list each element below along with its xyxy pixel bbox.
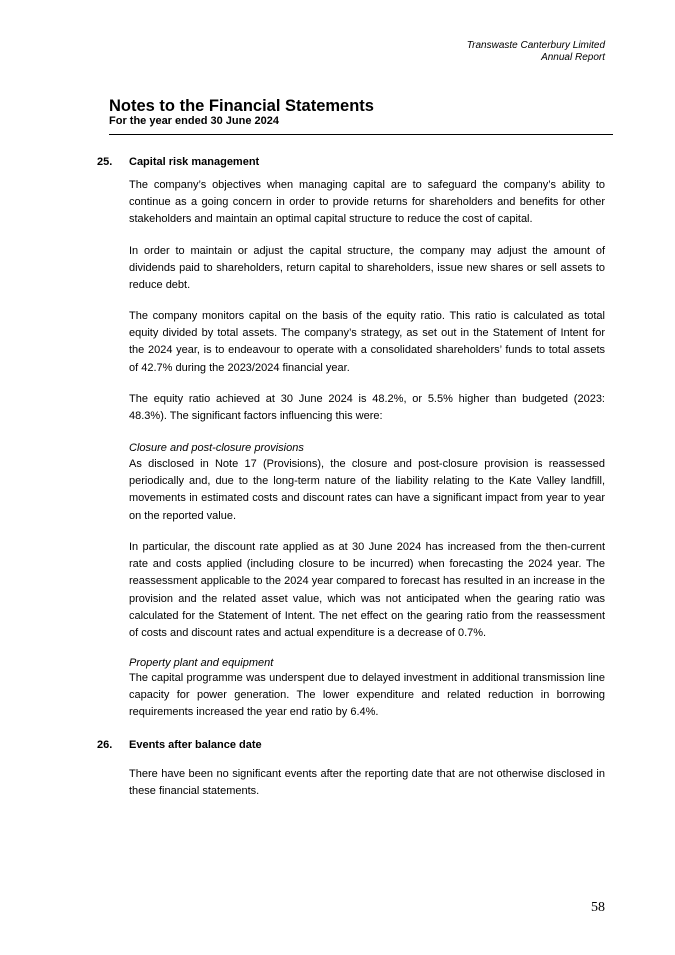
paragraph: The company monitors capital on the basis of the equity ratio. This ratio is calculated as total equity divided by total assets. The company’s strategy, as set out in the Statement of Intent for the 2024 year, is to endeavour to operate with a consolidated shareholders’ funds to total assets of 42.7% during the 2023/2024 financial year.: [129, 310, 605, 374]
subsection-heading: Closure and post-closure provisions: [129, 442, 304, 454]
paragraph: The equity ratio achieved at 30 June 2024 is 48.2%, or 5.5% higher than budgeted (2023: 48.3%). The significant factors influencing this were:: [129, 393, 605, 423]
page-subtitle: For the year ended 30 June 2024: [109, 115, 279, 127]
report-header: [467, 40, 605, 64]
section-number: 25.: [97, 156, 113, 168]
section-title: Capital risk management: [129, 156, 260, 168]
paragraph: As disclosed in Note 17 (Provisions), the closure and post-closure provision is reassessed periodically and, due to the long-term nature of the liability relating to the Kate Valley landfill, movements in estimated costs and discount rates can have a significant impact from year to year on the reported value.: [129, 458, 605, 522]
paragraph: There have been no significant events after the reporting date that are not otherwise disclosed in these financial statements.: [129, 768, 605, 798]
paragraph: In order to maintain or adjust the capital structure, the company may adjust the amount of dividends paid to shareholders, return capital to shareholders, issue new shares or sell assets to reduce debt.: [129, 245, 605, 292]
paragraph: The company’s objectives when managing capital are to safeguard the company’s ability to continue as a going concern in order to provide returns for shareholders and benefits for other stakeholders and maintain an optimal capital structure to reduce the cost of capital.: [129, 179, 605, 226]
page-title: Notes to the Financial Statements: [109, 97, 374, 115]
report-name: Annual Report: [541, 52, 605, 63]
subsection-heading: Property plant and equipment: [129, 657, 274, 669]
header-divider: [109, 134, 613, 135]
paragraph: In particular, the discount rate applied as at 30 June 2024 has increased from the then-current rate and costs applied (including closure to be incurred) when forecasting the 2024 year. The reassessment applicable to the 2024 year compared to forecast has resulted in an increase in the provision and the related asset value, which was not anticipated when the gearing ratio was calculated for the Statement of Intent. The net effect on the gearing ratio from the reassessment of costs and discount rates and actual expenditure is a decrease of 0.7%.: [129, 541, 605, 640]
section-number: 26.: [97, 739, 113, 751]
page-number: 58: [591, 900, 605, 915]
company-name: Transwaste Canterbury Limited: [466, 40, 605, 51]
section-title: Events after balance date: [129, 739, 262, 751]
paragraph: The capital programme was underspent due to delayed investment in additional transmission line capacity for power generation. The lower expenditure and related reduction in borrowing requirements increased the year end ratio by 6.4%.: [129, 672, 605, 719]
